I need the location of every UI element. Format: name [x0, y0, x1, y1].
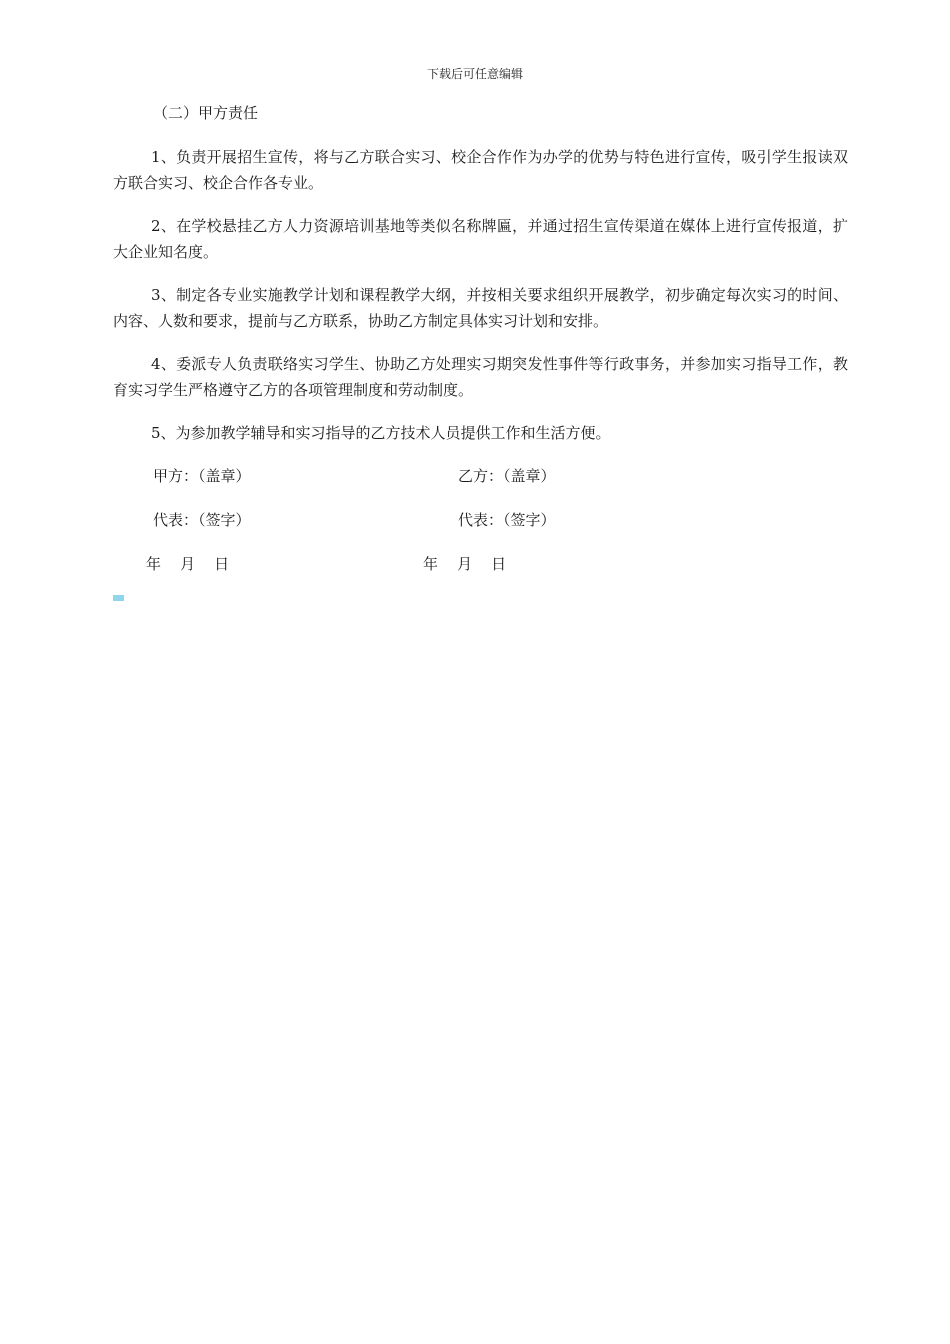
party-a-date: 年 月 日: [146, 555, 230, 573]
text-cursor-marker: [113, 595, 124, 601]
party-a-representative: 代表：（签字）: [153, 511, 251, 529]
header-note: 下载后可任意编辑: [426, 67, 523, 81]
paragraph-3: 3、制定各专业实施教学计划和课程教学大纲，并按相关要求组织开展教学，初步确定每次实习的时间、内容、人数和要求，提前与乙方联系，协助乙方制定具体实习计划和安排。: [113, 286, 848, 330]
party-b-seal: 乙方：（盖章）: [458, 467, 556, 485]
section-heading: （二）甲方责任: [153, 104, 259, 122]
party-b-date: 年 月 日: [423, 555, 507, 573]
paragraph-1: 1、负责开展招生宣传，将与乙方联合实习、校企合作作为办学的优势与特色进行宣传，吸引学生报读双方联合实习、校企合作各专业。: [113, 148, 848, 192]
date-row: [113, 551, 848, 577]
paragraph-5: 5、为参加教学辅导和实习指导的乙方技术人员提供工作和生活方便。: [151, 424, 611, 442]
representative-row: [113, 507, 848, 533]
party-b-representative: 代表：（签字）: [458, 511, 556, 529]
paragraph-4: 4、委派专人负责联络实习学生、协助乙方处理实习期突发性事件等行政事务，并参加实习指导工作，教育实习学生严格遵守乙方的各项管理制度和劳动制度。: [113, 355, 848, 399]
party-a-seal: 甲方：（盖章）: [153, 467, 251, 485]
document-body: [113, 100, 848, 595]
paragraph-2: 2、在学校悬挂乙方人力资源培训基地等类似名称牌匾，并通过招生宣传渠道在媒体上进行宣传报道，扩大企业知名度。: [113, 217, 848, 261]
seal-row: [113, 463, 848, 489]
